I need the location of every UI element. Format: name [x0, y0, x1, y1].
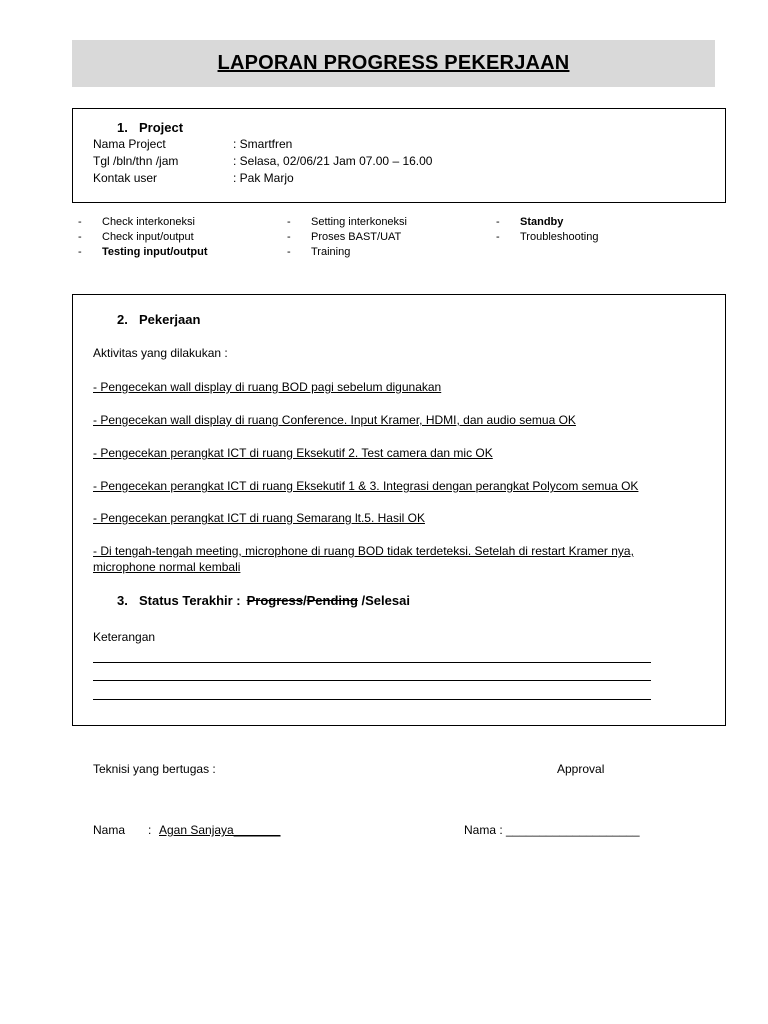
- keterangan-line: [93, 662, 651, 663]
- project-field-date: [93, 154, 432, 168]
- project-field-value: : Pak Marjo: [233, 171, 294, 185]
- approval-label: Approval: [557, 762, 605, 776]
- technician-label: Teknisi yang bertugas :: [93, 762, 216, 776]
- activity-item: - Pengecekan perangkat ICT di ruang Semarang lt.5. Hasil OK: [93, 511, 425, 525]
- pekerjaan-box: [72, 294, 726, 726]
- project-heading: [117, 120, 183, 135]
- status-option-selesai: /Selesai: [357, 593, 410, 608]
- checklist-item: [287, 216, 407, 231]
- checklist-item: [287, 231, 407, 246]
- activity-item: - Pengecekan wall display di ruang BOD pagi sebelum digunakan: [93, 380, 442, 394]
- checklist-item: [78, 246, 208, 261]
- checklist-item: [496, 216, 598, 231]
- status-heading: [117, 593, 410, 608]
- checklist-item: [78, 231, 208, 246]
- checklist-column-2: [287, 216, 407, 261]
- keterangan-line: [93, 699, 651, 700]
- project-field-contact: [93, 171, 294, 185]
- checklist-item-label: Setting interkoneksi: [311, 216, 407, 228]
- technician-name-value: Agan Sanjaya_______: [159, 823, 281, 837]
- checklist-item: [287, 246, 407, 261]
- activity-item: - Di tengah-tengah meeting, microphone di ruang BOD tidak terdeteksi. Setelah di restart Kramer nya, microphone normal kembali: [93, 544, 634, 574]
- project-field-name: [93, 137, 292, 151]
- checklist-item: [78, 216, 208, 231]
- checklist-dash: -: [78, 246, 82, 258]
- status-separator: /: [303, 593, 307, 608]
- pekerjaan-heading: [117, 312, 200, 327]
- checklist-item: [496, 231, 598, 246]
- project-field-label: Tgl /bln/thn /jam: [93, 154, 179, 168]
- title-band: [72, 40, 715, 87]
- project-field-label: Kontak user: [93, 171, 158, 185]
- project-box: [72, 108, 726, 203]
- keterangan-line: [93, 680, 651, 681]
- status-option-pending: Pending: [306, 593, 358, 608]
- status-heading-number: 3.: [117, 593, 128, 608]
- checklist-dash: -: [287, 246, 291, 258]
- page-title: LAPORAN PROGRESS PEKERJAAN: [217, 52, 570, 74]
- checklist-item-label: Proses BAST/UAT: [311, 231, 402, 243]
- technician-name-label: Nama: [93, 823, 126, 837]
- checklist-dash: -: [287, 231, 291, 243]
- activity-item: - Pengecekan perangkat ICT di ruang Eksekutif 2. Test camera dan mic OK: [93, 446, 493, 460]
- checklist-item-label: Check interkoneksi: [102, 216, 195, 228]
- checklist-item-label: Standby: [520, 216, 564, 228]
- checklist-column-3: [496, 216, 598, 246]
- checklist-item-label: Testing input/output: [102, 246, 208, 258]
- pekerjaan-heading-number: 2.: [117, 312, 128, 327]
- checklist-item-label: Check input/output: [102, 231, 194, 243]
- project-field-label: Nama Project: [93, 137, 166, 151]
- project-heading-label: Project: [139, 120, 184, 135]
- activity-item: - Pengecekan wall display di ruang Conference. Input Kramer, HDMI, dan audio semua OK: [93, 413, 576, 427]
- pekerjaan-heading-label: Pekerjaan: [139, 312, 201, 327]
- project-field-value: : Smartfren: [233, 137, 293, 151]
- checklist-column-1: [78, 216, 208, 261]
- project-field-value: : Selasa, 02/06/21 Jam 07.00 – 16.00: [233, 154, 433, 168]
- checklist-dash: -: [496, 216, 500, 228]
- checklist-dash: -: [287, 216, 291, 228]
- keterangan-label: Keterangan: [93, 630, 156, 644]
- checklist-dash: -: [78, 216, 82, 228]
- activity-item: - Pengecekan perangkat ICT di ruang Eksekutif 1 & 3. Integrasi dengan perangkat Polycom semua OK: [93, 479, 639, 493]
- checklist-item-label: Training: [311, 246, 351, 258]
- status-option-progress: Progress: [246, 593, 303, 608]
- checklist-item-label: Troubleshooting: [520, 231, 599, 243]
- checklist-dash: -: [496, 231, 500, 243]
- checklist-dash: -: [78, 231, 82, 243]
- project-heading-number: 1.: [117, 120, 128, 135]
- technician-name-separator: :: [148, 823, 152, 837]
- activity-intro: Aktivitas yang dilakukan :: [93, 346, 228, 360]
- status-label: Status Terakhir :: [139, 593, 241, 608]
- approval-name-field: Nama : ____________________: [464, 823, 640, 837]
